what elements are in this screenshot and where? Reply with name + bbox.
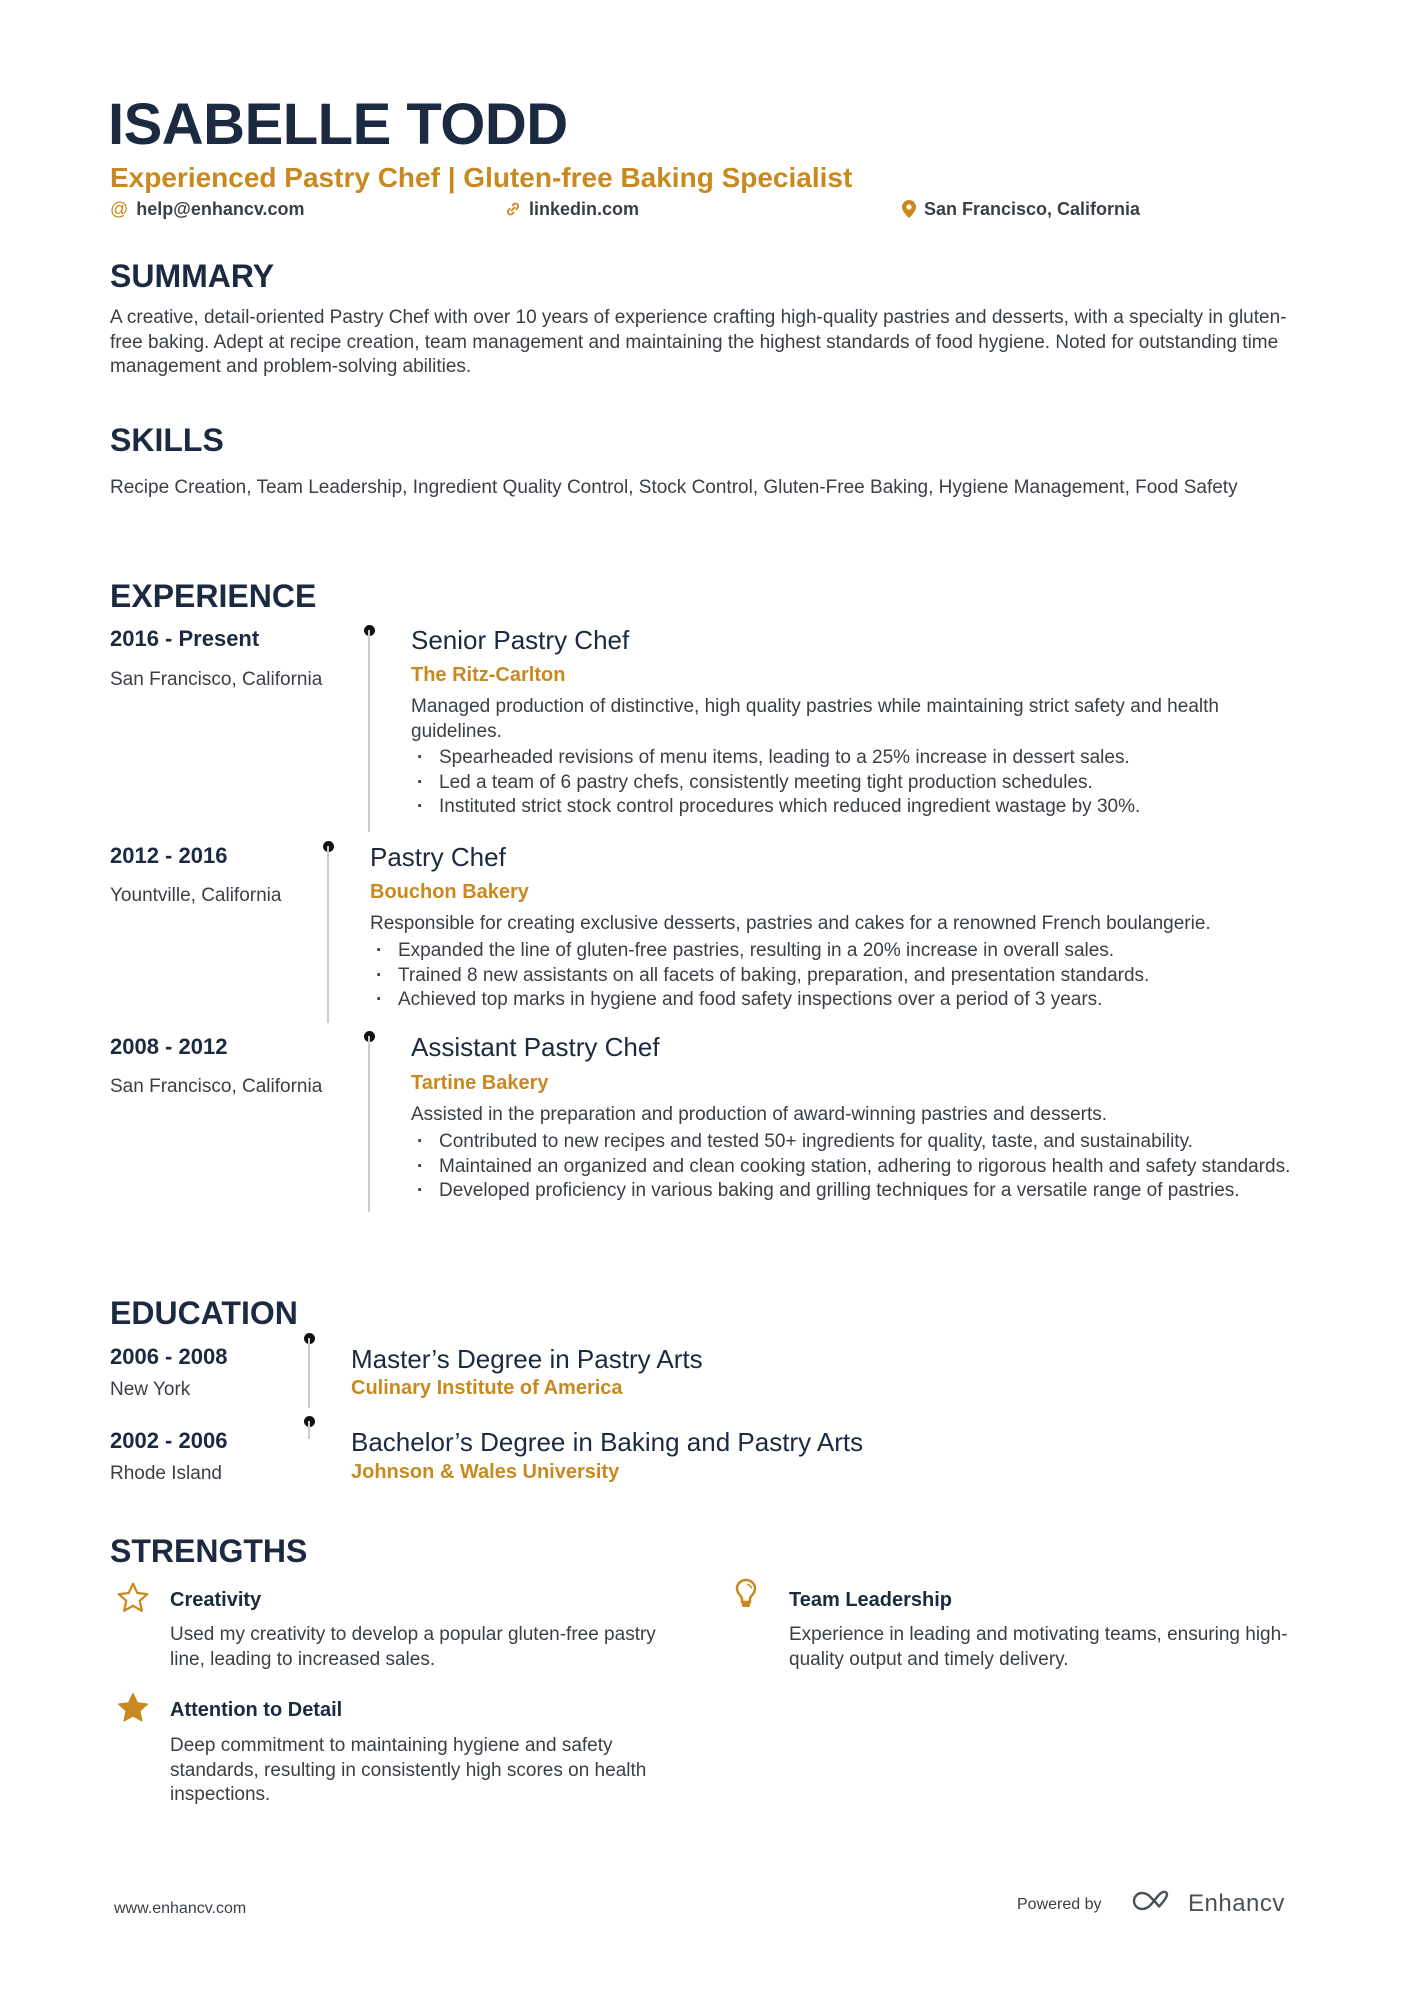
bullet-item: · Maintained an organized and clean cooking station, adhering to rigorous health and safety standards.: [411, 1155, 1311, 1180]
footer-brand-logo[interactable]: [1130, 1888, 1285, 1919]
job-description: Assisted in the preparation and production of award-winning pastries and desserts.: [411, 1104, 1108, 1125]
education-dates: 2002 - 2006: [110, 1428, 228, 1453]
strengths-heading: STRENGTHS: [110, 1533, 308, 1569]
job-title: Senior Pastry Chef: [411, 625, 630, 655]
education-heading: EDUCATION: [110, 1295, 298, 1331]
experience-location: San Francisco, California: [110, 669, 323, 690]
education-location: Rhode Island: [110, 1463, 222, 1484]
experience-location: San Francisco, California: [110, 1076, 323, 1097]
company-name: Tartine Bakery: [411, 1072, 549, 1094]
job-description: Managed production of distinctive, high quality pastries while maintaining strict safety and health guidelines.: [411, 696, 1219, 742]
strength-title: Team Leadership: [789, 1589, 953, 1611]
contact-location-text: San Francisco, California: [924, 199, 1141, 219]
timeline-line: [368, 630, 370, 832]
school-name: Culinary Institute of America: [351, 1377, 623, 1399]
contact-location: [902, 200, 1140, 218]
job-description: Responsible for creating exclusive desserts, pastries and cakes for a renowned French boulangerie.: [370, 913, 1211, 934]
company-name: Bouchon Bakery: [370, 881, 529, 903]
degree-title: Master’s Degree in Pastry Arts: [351, 1344, 703, 1374]
candidate-headline: Experienced Pastry Chef | Gluten-free Baking Specialist: [110, 162, 853, 193]
bullet-item: · Developed proficiency in various baking and grilling techniques for a versatile range of pastries.: [411, 1179, 1311, 1204]
footer-powered-by: Powered by: [1017, 1896, 1102, 1913]
experience-heading: EXPERIENCE: [110, 578, 317, 614]
summary-text: A creative, detail-oriented Pastry Chef with over 10 years of experience crafting high-quality pastries and desserts, with a specialty in gluten-free baking. Adept at recipe creation, team management and maintaining the highest standards of food hygiene. Noted for outstanding time management and problem-solving abilities.: [110, 307, 1287, 377]
bullet-item: · Trained 8 new assistants on all facets of baking, preparation, and presentation standards.: [370, 964, 1310, 989]
job-title: Assistant Pastry Chef: [411, 1032, 660, 1062]
contact-linkedin-text: linkedin.com: [529, 199, 640, 219]
education-location: New York: [110, 1379, 191, 1400]
summary-heading: SUMMARY: [110, 258, 275, 294]
bullet-item: · Instituted strict stock control procedures which reduced ingredient wastage by 30%.: [411, 795, 1311, 820]
degree-title: Bachelor’s Degree in Baking and Pastry Arts: [351, 1427, 864, 1457]
skills-text: Recipe Creation, Team Leadership, Ingredient Quality Control, Stock Control, Gluten-Free Baking, Hygiene Management, Food Safety: [110, 477, 1238, 498]
star-outline-icon: [115, 1580, 151, 1621]
enhancv-logo-icon: [1130, 1888, 1178, 1919]
contact-email-text: help@enhancv.com: [136, 199, 305, 219]
job-bullets: [411, 746, 1311, 820]
experience-dates: 2008 - 2012: [110, 1034, 228, 1059]
link-icon: [505, 201, 521, 217]
job-bullets: [370, 939, 1310, 1013]
contact-email[interactable]: [110, 200, 305, 218]
contact-linkedin[interactable]: [505, 200, 639, 218]
strength-description: Experience in leading and motivating teams, ensuring high-quality output and timely delivery.: [789, 1624, 1288, 1670]
timeline-line: [368, 1036, 370, 1212]
footer-brand-name: Enhancv: [1188, 1889, 1285, 1917]
strength-description: Used my creativity to develop a popular gluten-free pastry line, leading to increased sales.: [170, 1624, 656, 1670]
location-pin-icon: [902, 200, 916, 218]
bullet-item: · Spearheaded revisions of menu items, leading to a 25% increase in dessert sales.: [411, 746, 1311, 771]
strength-description: Deep commitment to maintaining hygiene and safety standards, resulting in consistently high scores on health inspections.: [170, 1735, 647, 1805]
timeline-line: [327, 846, 329, 1023]
footer-website[interactable]: www.enhancv.com: [114, 1900, 247, 1917]
bullet-item: · Achieved top marks in hygiene and food safety inspections over a period of 3 years.: [370, 988, 1310, 1013]
strength-title: Creativity: [170, 1589, 262, 1611]
candidate-name: ISABELLE TODD: [108, 92, 568, 157]
bullet-item: · Expanded the line of gluten-free pastries, resulting in a 20% increase in overall sales.: [370, 939, 1310, 964]
job-title: Pastry Chef: [370, 842, 506, 872]
experience-dates: 2012 - 2016: [110, 843, 228, 868]
school-name: Johnson & Wales University: [351, 1461, 620, 1483]
bullet-item: · Contributed to new recipes and tested 50+ ingredients for quality, taste, and sustainability.: [411, 1130, 1311, 1155]
job-bullets: [411, 1130, 1311, 1204]
skills-heading: SKILLS: [110, 422, 224, 458]
experience-location: Yountville, California: [110, 885, 282, 906]
star-filled-icon: [115, 1690, 151, 1731]
education-dates: 2006 - 2008: [110, 1344, 228, 1369]
timeline-line: [308, 1421, 310, 1439]
company-name: The Ritz-Carlton: [411, 664, 566, 686]
timeline-line: [308, 1338, 310, 1408]
strength-title: Attention to Detail: [170, 1699, 343, 1721]
at-icon: @: [110, 199, 129, 219]
experience-dates: 2016 - Present: [110, 626, 260, 651]
bullet-item: · Led a team of 6 pastry chefs, consistently meeting tight production schedules.: [411, 771, 1311, 796]
lightbulb-icon: [734, 1578, 758, 1615]
